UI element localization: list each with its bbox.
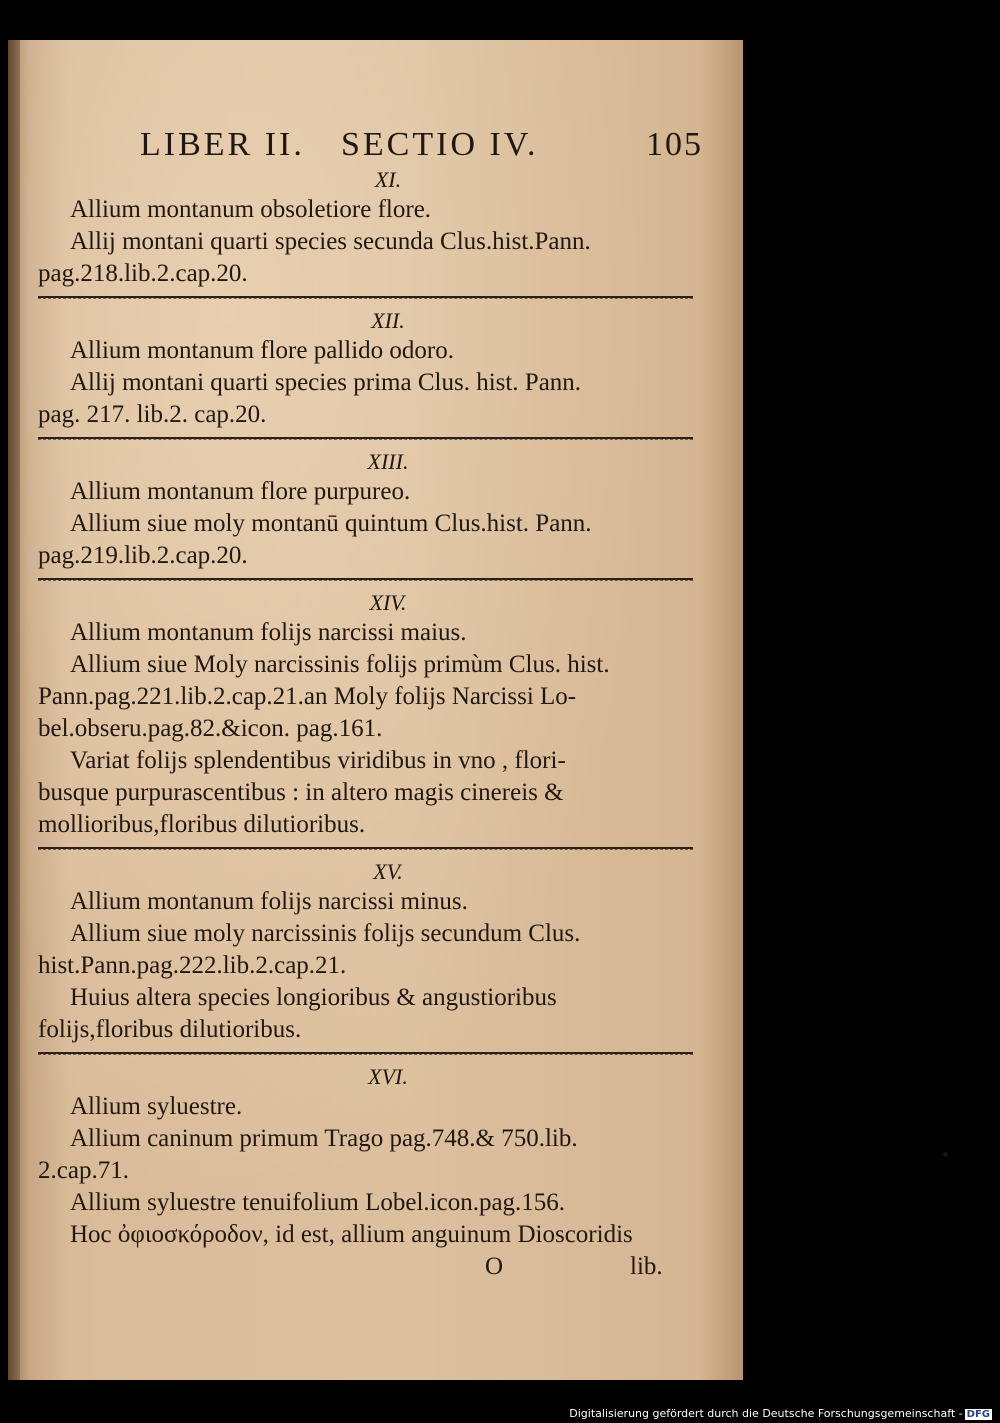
page-spine-shadow [8,40,20,1380]
entry-line: pag.219.lib.2.cap.20. [38,542,248,569]
entry-line: 2.cap.71. [38,1157,129,1184]
dust-speck [943,1152,948,1157]
page-number: 105 [646,126,703,163]
entry-line: Allium syluestre. [70,1093,243,1120]
entry-line: Allium caninum primum Trago pag.748.& 750.lib. [70,1125,578,1152]
entry-line: busque purpurascentibus : in altero magis cinereis & [38,779,564,806]
entry-line: Hoc ὀφιοσκόροδον, id est, allium anguinum Dioscoridis [70,1221,633,1248]
entry-xiv [38,591,698,841]
entry-numeral: XVI. [368,1064,408,1089]
section-rule [38,437,693,440]
header-liber: LIBER II. [140,126,305,163]
header-sectio: SECTIO IV. [341,126,539,163]
section-rule [38,847,693,850]
entry-numeral: XI. [374,167,402,192]
entry-line: pag.218.lib.2.cap.20. [38,260,248,287]
page-body [38,168,698,1285]
entry-line: Variat folijs splendentibus viridibus in vno , flori- [70,747,566,774]
footer-text: Digitalisierung gefördert durch die Deutsche Forschungsgemeinschaft - [569,1407,963,1420]
entry-line: Allium montanum flore pallido odoro. [70,337,454,364]
entry-line: Allium montanum flore purpureo. [70,478,411,505]
entry-line: Allij montani quarti species secunda Clus.hist.Pann. [70,228,591,255]
entry-line: bel.obseru.pag.82.&icon. pag.161. [38,715,383,742]
entry-line: mollioribus,floribus dilutioribus. [38,811,366,838]
entry-line: Allium siue moly narcissinis folijs secundum Clus. [70,920,581,947]
section-rule [38,1052,693,1055]
entry-xiii [38,450,698,572]
entry-xii [38,309,698,431]
entry-xv [38,860,698,1046]
entry-line: pag. 217. lib.2. cap.20. [38,401,267,428]
entry-numeral: XIV. [369,590,407,615]
entry-line: Allium montanum folijs narcissi minus. [70,888,468,915]
entry-numeral: XII. [371,308,405,333]
entry-line: Huius altera species longioribus & angustioribus [70,984,557,1011]
catchword: lib. [630,1253,663,1280]
entry-line: Pann.pag.221.lib.2.cap.21.an Moly folijs Narcissi Lo- [38,683,577,710]
entry-line: Allij montani quarti species prima Clus. hist. Pann. [70,369,582,396]
section-rule [38,296,693,299]
digitization-footer [569,1407,992,1420]
entry-line: Allium siue moly montanū quintum Clus.hist. Pann. [70,510,592,537]
entry-line: folijs,floribus dilutioribus. [38,1016,302,1043]
dfg-logo: DFG [966,1409,990,1420]
entry-line: hist.Pann.pag.222.lib.2.cap.21. [38,952,347,979]
book-page [8,40,743,1380]
entry-line: Allium siue Moly narcissinis folijs primùm Clus. hist. [70,651,610,678]
entry-xi [38,168,698,290]
section-rule [38,578,693,581]
entry-line: Allium syluestre tenuifolium Lobel.icon.pag.156. [70,1189,566,1216]
entry-line: Allium montanum obsoletiore flore. [70,196,432,223]
entry-numeral: XIII. [367,449,409,474]
entry-line: Allium montanum folijs narcissi maius. [70,619,467,646]
signature-mark: O [485,1253,504,1280]
entry-xvi [38,1065,698,1251]
entry-numeral: XV. [373,859,403,884]
catch-line [38,1251,698,1285]
